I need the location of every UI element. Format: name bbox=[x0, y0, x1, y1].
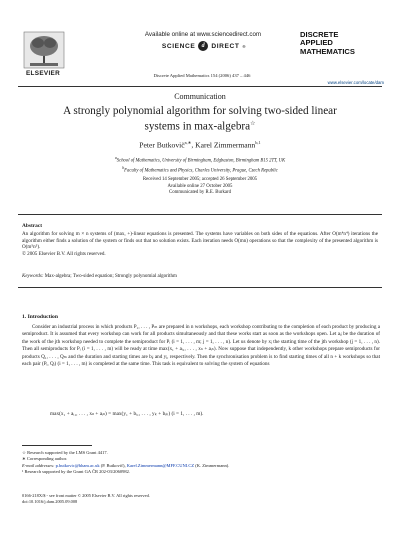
journal-title-line: DISCRETE bbox=[300, 30, 339, 39]
communicated-by: Communicated by R.E. Burkard bbox=[169, 190, 231, 196]
publication-info bbox=[22, 493, 382, 505]
journal-citation: Discrete Applied Mathematics 154 (2006) 437 – 446 bbox=[153, 73, 251, 78]
available-date: Available online 27 October 2005 bbox=[167, 183, 233, 189]
sd-left-text: SCIENCE bbox=[161, 42, 196, 50]
keywords-label: Keywords: bbox=[22, 274, 44, 279]
footnote-one: ¹ Research supported by the Grant GA ČR 202-03/2060982. bbox=[22, 469, 130, 475]
header-divider bbox=[18, 86, 382, 87]
affiliation-a: School of Mathematics, University of Birmingham, Edgbaston, Birmingham B15 2TT, UK bbox=[116, 158, 286, 164]
issn-line: 0166-218X/$ - see front matter © 2005 Elsevier B.V. All rights reserved. bbox=[22, 493, 150, 498]
abstract-heading: Abstract bbox=[22, 223, 43, 229]
article-title bbox=[40, 105, 360, 133]
abstract-body bbox=[22, 231, 378, 257]
abstract-text: An algorithm for solving m × n systems of (max, +)-linear equations is presented. The systems have variables on both sides of the equations. After O(m⁴n⁴) iterations the algorithm either finds a solution of the system or finds out that no solution exists. Each iteration needs O(mn) operations so that the complexity of the presented algorithm is O(m⁵n⁵). bbox=[22, 231, 378, 251]
sciencedirect-icon: d bbox=[198, 41, 208, 51]
journal-title-line: MATHEMATICS bbox=[300, 46, 355, 56]
affil-a-sup: a bbox=[114, 156, 117, 160]
intro-paragraph-text: Consider an industrial process in which products P₁, . . . , Pₘ are prepared in n workshops, each workshop contributing to the completion of each product by producing a semiproduct. It is assumed that every workshop can work for all products simultaneously and that these works start as soon as the workshops open. Let aᵢⱼ be the duration of the work of the jth workshop needed to complete the semiproduct for Pᵢ (i = 1, . . . , m; j = 1, . . . , n). Let us denote by xⱼ the starting time of the jth workshop (j = 1, . . . , n). Then all semiproducts for Pᵢ (i = 1, . . . , m) will be ready at time max(x₁ + aᵢ₁, . . . , xₙ + aᵢₙ). Now suppose that independently, k other workshops prepare semiproducts for products Q₁, . . . , Qₘ and the duration and starting times are bᵢⱼ and yⱼ, respectively. Then the synchronisation problem is to find starting times of all n + k workshops so that each pair (Pᵢ, Qᵢ) (i = 1, . . . , m) is completed at the same time. This task is equivalent to solving the system of equations bbox=[22, 324, 380, 368]
title-line-1: A strongly polynomial algorithm for solving two-sided linear bbox=[63, 105, 337, 117]
keywords bbox=[22, 274, 378, 279]
email-link-butkovic[interactable]: p.butkovic@bham.ac.uk bbox=[55, 462, 100, 468]
article-type-label: Communication bbox=[174, 92, 226, 101]
author-list bbox=[40, 140, 360, 150]
received-date: Received 14 September 2005; accepted 26 September 2005 bbox=[142, 177, 258, 182]
journal-title bbox=[300, 31, 382, 56]
section-heading-introduction: 1. Introduction bbox=[22, 314, 58, 320]
affil-b-sup: b bbox=[122, 165, 125, 170]
footnotes bbox=[22, 450, 382, 476]
available-online-text: Available online at www.sciencedirect.com bbox=[144, 31, 262, 38]
journal-url-link[interactable]: www.elsevier.com/locate/dam bbox=[327, 80, 384, 85]
abstract-top-divider bbox=[18, 214, 382, 215]
keywords-list: Max-algebra; Two-sided equation; Strongly polynomial algorithm bbox=[43, 274, 177, 279]
abstract-copyright: © 2005 Elsevier B.V. All rights reserved. bbox=[22, 250, 106, 257]
doi-line[interactable]: doi:10.1016/j.dam.2005.09.008 bbox=[22, 499, 78, 504]
abstract-bottom-divider bbox=[18, 287, 382, 288]
sd-right-text: DIRECT bbox=[211, 42, 240, 50]
article-history bbox=[80, 177, 320, 197]
sciencedirect-logo bbox=[148, 40, 260, 52]
publisher-name: ELSEVIER bbox=[25, 70, 60, 77]
journal-title-line: APPLIED bbox=[300, 38, 333, 48]
sd-mark: ® bbox=[242, 43, 247, 49]
introduction-paragraph bbox=[22, 324, 380, 368]
footnote-star: ☆ Research supported by the LMS Grant 4417. bbox=[22, 450, 108, 455]
equation-1: max(x₁ + aᵢ₁, . . . , xₙ + aᵢₙ) = max(y₁ + bᵢ₁, . . . , yₖ + bᵢₖ) (i = 1, . . . , m). bbox=[50, 411, 204, 417]
email-label: E-mail addresses: bbox=[22, 462, 55, 468]
title-line-2: systems in max-algebra bbox=[144, 120, 251, 133]
footnote-corresponding: ∗ Corresponding author. bbox=[22, 456, 68, 462]
affiliation-b: Faculty of Mathematics and Physics, Charles University, Prague, Czech Republic bbox=[124, 168, 278, 174]
elsevier-tree-logo-icon bbox=[22, 30, 66, 74]
email-link-zimmermann[interactable]: Karel.Zimmermann@MFF.CUNI.CZ bbox=[126, 462, 195, 468]
footnote-divider bbox=[22, 445, 92, 446]
author-2-affil-sup[interactable]: b,1 bbox=[255, 140, 261, 145]
email-2-owner: (K. Zimmermann). bbox=[194, 462, 230, 468]
title-footnote-mark[interactable]: ☆ bbox=[250, 120, 256, 127]
author-1: Peter Butkovič bbox=[139, 140, 185, 150]
author-2: , Karel Zimmermann bbox=[191, 140, 256, 150]
affiliations bbox=[60, 155, 340, 175]
author-1-affil-sup[interactable]: a,∗ bbox=[184, 140, 192, 145]
email-1-owner: (P. Butkovič), bbox=[99, 462, 127, 468]
